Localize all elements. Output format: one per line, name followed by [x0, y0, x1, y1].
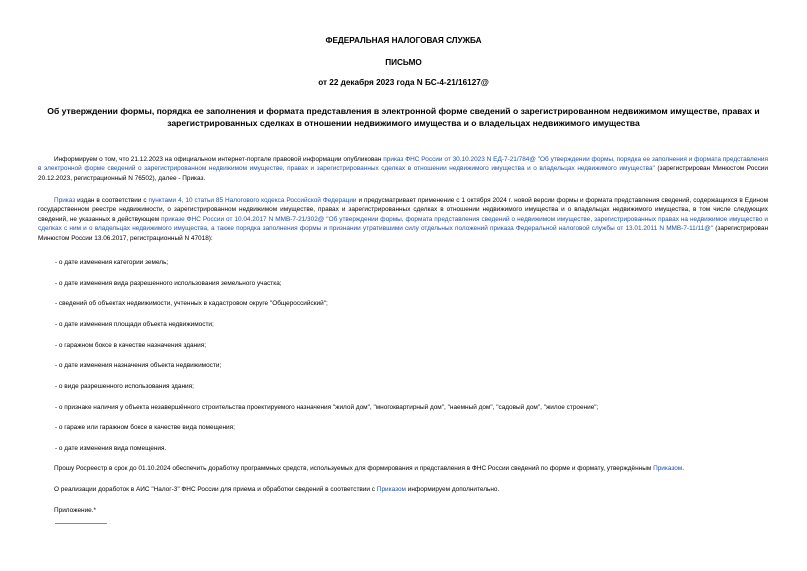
- order-link[interactable]: приказ ФНС России от 30.10.2023 N ЕД-7-21/784@ "Об утверждении формы, порядка ее заполнения и формата представления в электронной форме сведений о зарегистрированном недвижимом имуществе, правах и зарегистрированных сделках в отношении недвижимого имущества и о владельцах недвижимого имущества": [38, 156, 768, 173]
- para4-text-1: О реализации доработок в АИС "Налог-3" ФНС России для приема и обработки сведений в соответствии с: [54, 486, 377, 493]
- para1-text-2: (зарегистрирован Минюстом России 20.12.2023, регистрационный N 76502), далее - Приказ.: [38, 165, 768, 182]
- previous-order-link[interactable]: приказе ФНС России от 10.04.2017 N ММВ-7-21/302@ "Об утверждении формы, формата представления сведений о недвижимом имуществе, зарегистрированных правах на недвижимое имущество и сделках с ним и о владельцах недвижимого имущества, а также порядка заполнения формы и признании утратившими силу отдельных положений приказа Федеральной налоговой службы от 13.01.2011 N ММВ-7-11/11@": [38, 215, 768, 233]
- tax-code-link[interactable]: пунктами 4, 10 статьи 85 Налогового кодекса Российской Федерации: [148, 197, 357, 204]
- date-number: от 22 декабря 2023 года N БС-4-21/16127@: [318, 78, 489, 87]
- paragraph-3: [38, 464, 768, 473]
- order-link-2[interactable]: Приказом: [653, 465, 683, 472]
- list-item: - о дате изменения категории земель;: [55, 259, 169, 266]
- para4-text-2: информируем дополнительно.: [405, 486, 500, 493]
- list-item: - о дате изменения площади объекта недвижимости;: [55, 321, 214, 328]
- attachment-label: Приложение.*: [54, 507, 97, 514]
- paragraph-2: [38, 196, 768, 243]
- para3-text-2: .: [682, 465, 685, 472]
- list-item: - о дате изменения назначения объекта недвижимости;: [55, 362, 222, 369]
- list-item: - сведений об объектах недвижимости, учтенных в кадастровом округе "Общероссийский";: [55, 300, 328, 307]
- order-link-3[interactable]: Приказом: [376, 486, 406, 493]
- paragraph-1: [38, 155, 768, 183]
- para2-text-1: издан в соответствии с: [75, 197, 149, 204]
- order-ref-link[interactable]: Приказ: [54, 197, 76, 204]
- list-item: - о признаке наличия у объекта незавершённого строительства проектируемого назначения "жилой дом", "многоквартирный дом", "наемный дом", "садовый дом", "жилое строение";: [55, 404, 599, 411]
- paragraph-4: [38, 485, 768, 494]
- doc-type: ПИСЬМО: [385, 58, 422, 67]
- footnote-divider: [55, 523, 107, 524]
- list-item: - о гараже или гаражном боксе в качестве вида помещения;: [55, 424, 235, 431]
- list-item: - о дате изменения вида разрешенного использования земельного участка;: [55, 280, 282, 287]
- para3-text-1: Прошу Росреестр в срок до 01.10.2024 обеспечить доработку программных средств, используемых для формирования и представления в ФНС России сведений по форме и формату, утверждённым: [54, 465, 654, 472]
- list-item: - о гаражном боксе в качестве назначения здания;: [55, 342, 207, 349]
- list-item: - о дате изменения вида помещения.: [55, 445, 167, 452]
- agency-title: ФЕДЕРАЛЬНАЯ НАЛОГОВАЯ СЛУЖБА: [325, 36, 482, 45]
- para2-text-3: (зарегистрирован Минюстом России 13.06.2017, регистрационный N 47018):: [38, 225, 769, 242]
- list-item: - о виде разрешенного использования здания;: [55, 383, 194, 390]
- para1-text-1: Информируем о том, что 21.12.2023 на официальном интернет-портале правовой информации опубликован: [54, 156, 384, 163]
- para2-text-2: и предусматривает применение с 1 октября 2024 г. новой версии формы и формата представления сведений, содержащихся в Едином государственном реестре недвижимости, о зарегистрированном недвижимом имуществе, правах и зарегистрированных сделках в отношении недвижимого имущества и о владельцах недвижимого имущества, в том числе следующих сведений, не указанных в действующем: [38, 197, 768, 223]
- document-subject: Об утверждении формы, порядка ее заполнения и формата представления в электронной форме сведений о зарегистрированном недвижимом имуществе, правах и зарегистрированных сделках в отношении недвижимого имущества и о владельцах недвижимого имущества: [47, 106, 760, 128]
